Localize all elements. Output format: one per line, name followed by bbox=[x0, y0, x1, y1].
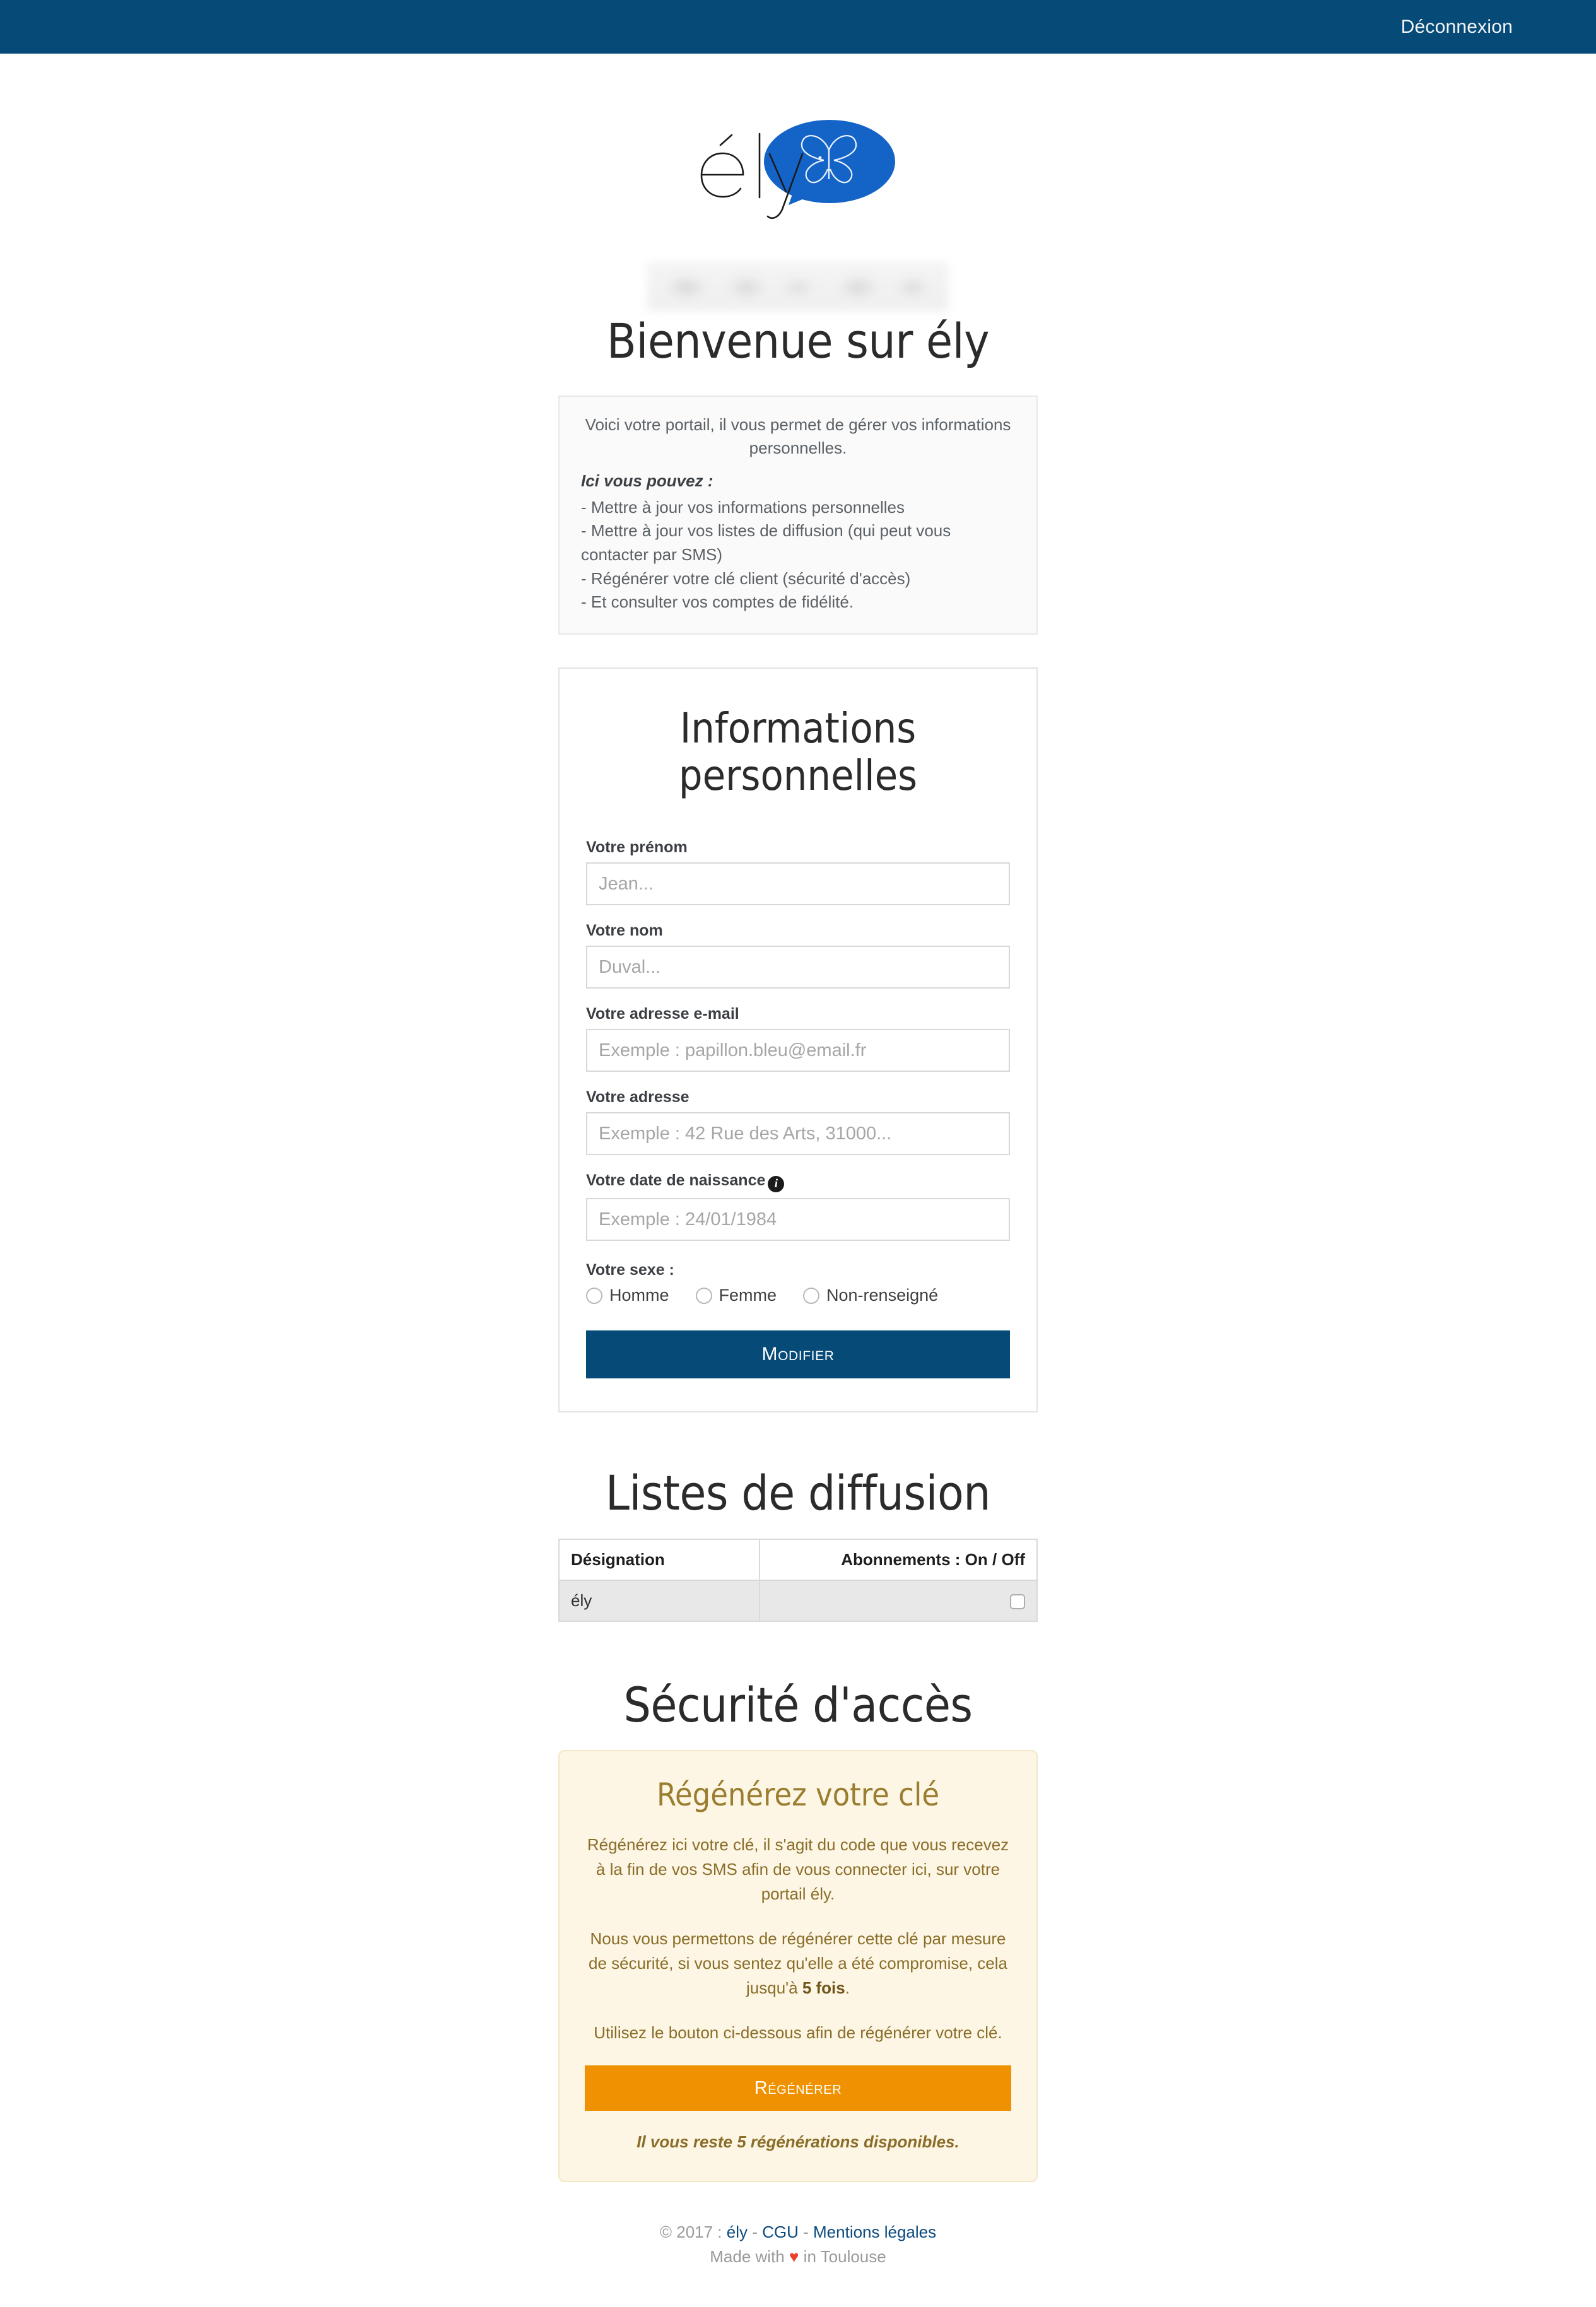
footer-made-with-line bbox=[558, 2245, 1038, 2269]
footer-sep-1: - bbox=[748, 2222, 763, 2242]
firstname-input[interactable] bbox=[586, 862, 1010, 905]
sex-label: Votre sexe : bbox=[586, 1261, 674, 1279]
regenerate-p2-suffix: . bbox=[845, 1978, 850, 1998]
row-subscription-cell bbox=[760, 1580, 1037, 1621]
intro-bullet: - Régénérer votre clé client (sécurité d'accès) bbox=[581, 568, 911, 588]
address-label: Votre adresse bbox=[586, 1088, 689, 1107]
subscription-checkbox[interactable] bbox=[1010, 1594, 1025, 1609]
intro-bullet: - Mettre à jour vos informations personnelles bbox=[581, 497, 905, 517]
logout-link[interactable]: Déconnexion bbox=[1400, 16, 1513, 37]
row-designation: ély bbox=[559, 1580, 760, 1621]
regenerate-paragraph-3: Utilisez le bouton ci-dessous afin de régénérer votre clé. bbox=[594, 2023, 1002, 2043]
footer-copyright: © 2017 : bbox=[659, 2222, 727, 2242]
regenerate-button[interactable]: Régénérer bbox=[585, 2065, 1011, 2111]
email-label: Votre adresse e-mail bbox=[586, 1005, 739, 1023]
column-header-designation: Désignation bbox=[559, 1539, 760, 1580]
redacted-block bbox=[647, 262, 949, 311]
modifier-button[interactable]: Modifier bbox=[586, 1330, 1010, 1378]
firstname-label: Votre prénom bbox=[586, 838, 688, 857]
ely-logo-icon bbox=[694, 114, 902, 224]
redacted-account-identifier bbox=[558, 262, 1038, 311]
birthdate-label bbox=[586, 1171, 1010, 1192]
footer-legal-line bbox=[558, 2220, 1038, 2245]
regenerations-remaining-note: Il vous reste 5 régénérations disponibles. bbox=[637, 2132, 959, 2152]
brand-logo bbox=[558, 54, 1038, 262]
page-footer bbox=[558, 2220, 1038, 2307]
field-email bbox=[586, 1005, 1010, 1072]
radio-femme[interactable] bbox=[696, 1286, 777, 1305]
field-firstname bbox=[586, 838, 1010, 905]
radio-circle-icon[interactable] bbox=[803, 1288, 819, 1304]
footer-link-legal[interactable]: Mentions légales bbox=[813, 2222, 937, 2242]
mailing-lists-thead bbox=[559, 1539, 1037, 1580]
table-header-row bbox=[559, 1539, 1037, 1580]
footer-link-cgu[interactable]: CGU bbox=[762, 2222, 799, 2242]
sex-radio-group bbox=[586, 1286, 1010, 1305]
security-section-title: Sécurité d'accès bbox=[623, 1676, 973, 1733]
footer-sep-2: - bbox=[798, 2222, 814, 2242]
intro-info-panel bbox=[558, 396, 1038, 635]
radio-circle-icon[interactable] bbox=[696, 1288, 712, 1304]
regenerate-key-panel bbox=[558, 1750, 1038, 2182]
email-input[interactable] bbox=[586, 1029, 1010, 1072]
heart-icon: ♥ bbox=[789, 2247, 799, 2267]
content-container bbox=[558, 54, 1038, 2307]
radio-femme-label: Femme bbox=[719, 1286, 777, 1305]
field-address bbox=[586, 1088, 1010, 1155]
column-header-subscriptions: Abonnements : On / Off bbox=[760, 1539, 1037, 1580]
radio-non-renseigne[interactable] bbox=[803, 1286, 938, 1305]
mailing-lists-table bbox=[558, 1539, 1038, 1622]
field-birthdate bbox=[586, 1171, 1010, 1241]
personal-info-title-line1: Informations bbox=[679, 704, 917, 753]
birthdate-label-text: Votre date de naissance bbox=[586, 1171, 766, 1190]
mailing-lists-title: Listes de diffusion bbox=[605, 1465, 991, 1522]
radio-homme[interactable] bbox=[586, 1286, 669, 1305]
mailing-lists-tbody bbox=[559, 1580, 1037, 1621]
footer-made-with-prefix: Made with bbox=[710, 2247, 789, 2267]
page-title: Bienvenue sur ély bbox=[606, 313, 990, 369]
regenerate-paragraph-2 bbox=[585, 1927, 1011, 2000]
field-lastname bbox=[586, 922, 1010, 989]
regenerate-p2-prefix: Nous vous permettons de régénérer cette clé par mesure de sécurité, si vous sentez qu'elle a été compromise, cela jusqu'à bbox=[589, 1929, 1007, 1998]
birthdate-input[interactable] bbox=[586, 1198, 1010, 1241]
footer-link-brand[interactable]: ély bbox=[726, 2222, 748, 2242]
radio-circle-icon[interactable] bbox=[586, 1288, 602, 1304]
radio-non-renseigne-label: Non-renseigné bbox=[826, 1286, 939, 1305]
info-circle-icon[interactable]: i bbox=[768, 1176, 784, 1192]
personal-info-card bbox=[558, 667, 1038, 1412]
table-row bbox=[559, 1580, 1037, 1621]
personal-info-title bbox=[586, 705, 1010, 799]
regenerate-max-count: 5 fois bbox=[802, 1978, 845, 1998]
regenerate-key-title: Régénérez votre clé bbox=[656, 1776, 940, 1814]
top-navbar bbox=[0, 0, 1596, 54]
lastname-label: Votre nom bbox=[586, 922, 663, 940]
lastname-input[interactable] bbox=[586, 946, 1010, 989]
page-body bbox=[0, 54, 1596, 2307]
intro-subtitle: Ici vous pouvez : bbox=[581, 471, 713, 490]
intro-lead-text: Voici votre portail, il vous permet de gérer vos informations personnelles. bbox=[585, 414, 1011, 458]
personal-info-title-line2: personnelles bbox=[678, 751, 918, 800]
regenerate-paragraph-1: Régénérez ici votre clé, il s'agit du code que vous recevez à la fin de vos SMS afin de vous connecter ici, sur votre portail ély. bbox=[587, 1835, 1009, 1904]
intro-bullet: - Mettre à jour vos listes de diffusion (qui peut vous contacter par SMS) bbox=[581, 521, 951, 565]
address-input[interactable] bbox=[586, 1112, 1010, 1155]
intro-bullet: - Et consulter vos comptes de fidélité. bbox=[581, 592, 854, 612]
radio-homme-label: Homme bbox=[609, 1286, 669, 1305]
footer-made-with-suffix: in Toulouse bbox=[799, 2247, 886, 2267]
